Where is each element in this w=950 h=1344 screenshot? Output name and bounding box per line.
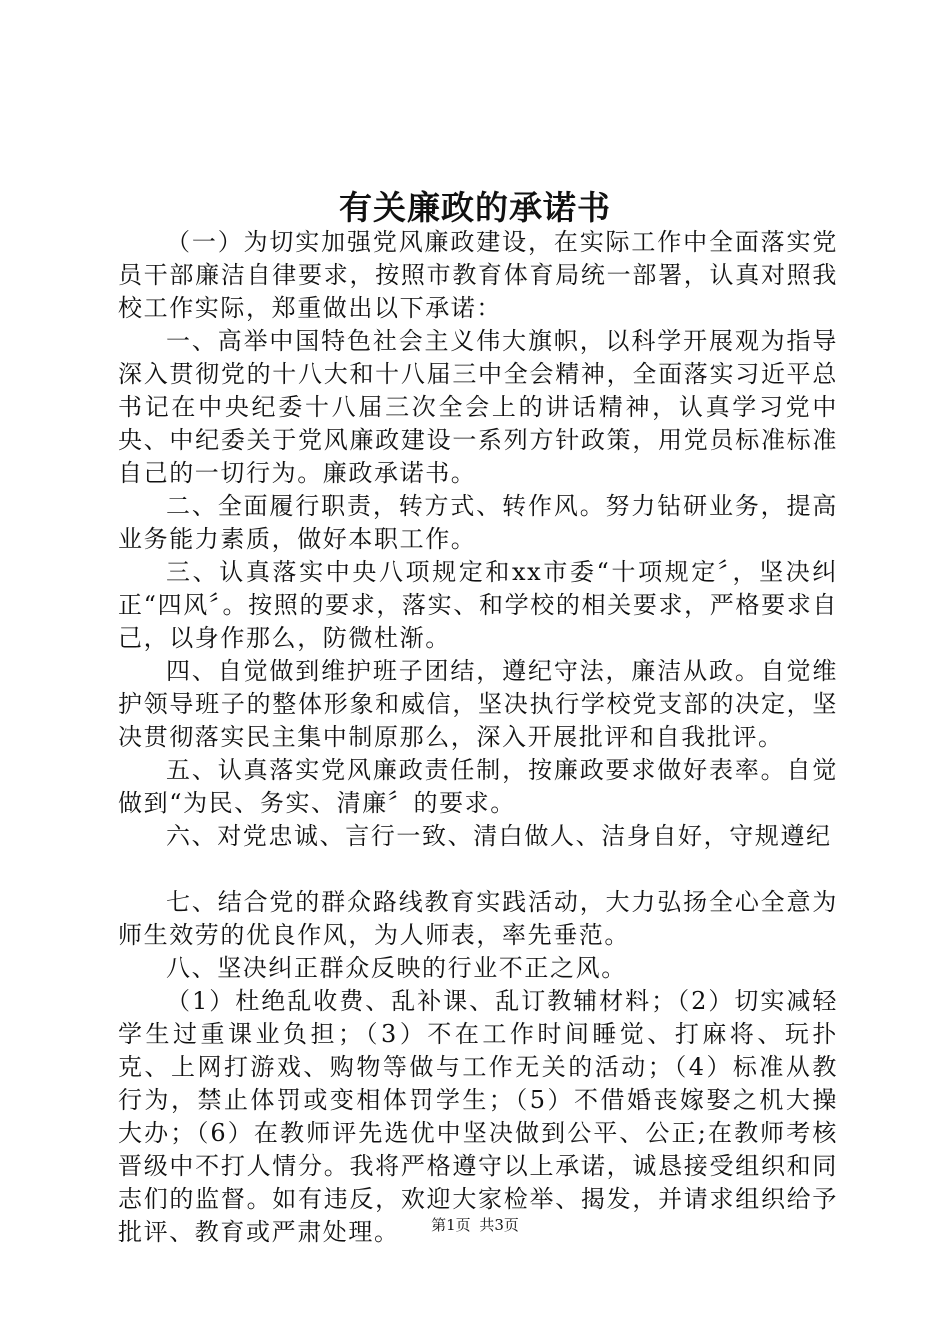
paragraph-item-8-details: （1）杜绝乱收费、乱补课、乱订教辅材料；（2）切实减轻学生过重课业负担；（3）不在工作时间睡觉、打麻将、玩扑克、上网打游戏、购物等做与工作无关的活动；（4）标准从教行为，禁止体罚或变相体罚学生；（5）不借婚丧嫁娶之机大操大办；（6）在教师评先选优中坚决做到公平、公正;在教师考核晋级中不打人情分。我将严格遵守以上承诺，诚恳接受组织和同志们的监督。如有违反，欢迎大家检举、揭发，并请求组织给予批评、教育或严肃处理。 [118, 987, 838, 1246]
page-number-footer: 第1页 共3页 [431, 1216, 519, 1234]
document-body [118, 226, 838, 1249]
paragraph-item-4: 四、自觉做到维护班子团结，遵纪守法，廉洁从政。自觉维护领导班子的整体形象和威信，坚决执行学校党支部的决定，坚决贯彻落实民主集中制原那么，深入开展批评和自我批评。 [118, 657, 838, 751]
paragraph-item-3: 三、认真落实中央八项规定和xx市委“十项规定〞，坚决纠正“四风〞。按照的要求，落实、和学校的相关要求，严格要求自己，以身作那么，防微杜渐。 [118, 558, 838, 652]
paragraph-item-7: 七、结合党的群众路线教育实践活动，大力弘扬全心全意为师生效劳的优良作风，为人师表，率先垂范。 [118, 888, 838, 949]
paragraph-preface: （一）为切实加强党风廉政建设，在实际工作中全面落实党员干部廉洁自律要求，按照市教育体育局统一部署，认真对照我校工作实际，郑重做出以下承诺： [118, 228, 838, 322]
paragraph-item-8: 八、坚决纠正群众反映的行业不正之风。 [166, 954, 627, 982]
paragraph-item-2: 二、全面履行职责，转方式、转作风。努力钻研业务，提高业务能力素质，做好本职工作。 [118, 492, 838, 553]
paragraph-item-5: 五、认真落实党风廉政责任制，按廉政要求做好表率。自觉做到“为民、务实、清廉〞的要求。 [118, 756, 838, 817]
paragraph-item-1: 一、高举中国特色社会主义伟大旗帜，以科学开展观为指导深入贯彻党的十八大和十八届三中全会精神，全面落实习近平总书记在中央纪委十八届三次全会上的讲话精神，认真学习党中央、中纪委关于党风廉政建设一系列方针政策，用党员标准标准自己的一切行为。廉政承诺书。 [118, 327, 838, 487]
paragraph-item-6: 六、对党忠诚、言行一致、清白做人、洁身自好，守规遵纪 [166, 822, 832, 850]
document-title: 有关廉政的承诺书 [339, 188, 611, 227]
